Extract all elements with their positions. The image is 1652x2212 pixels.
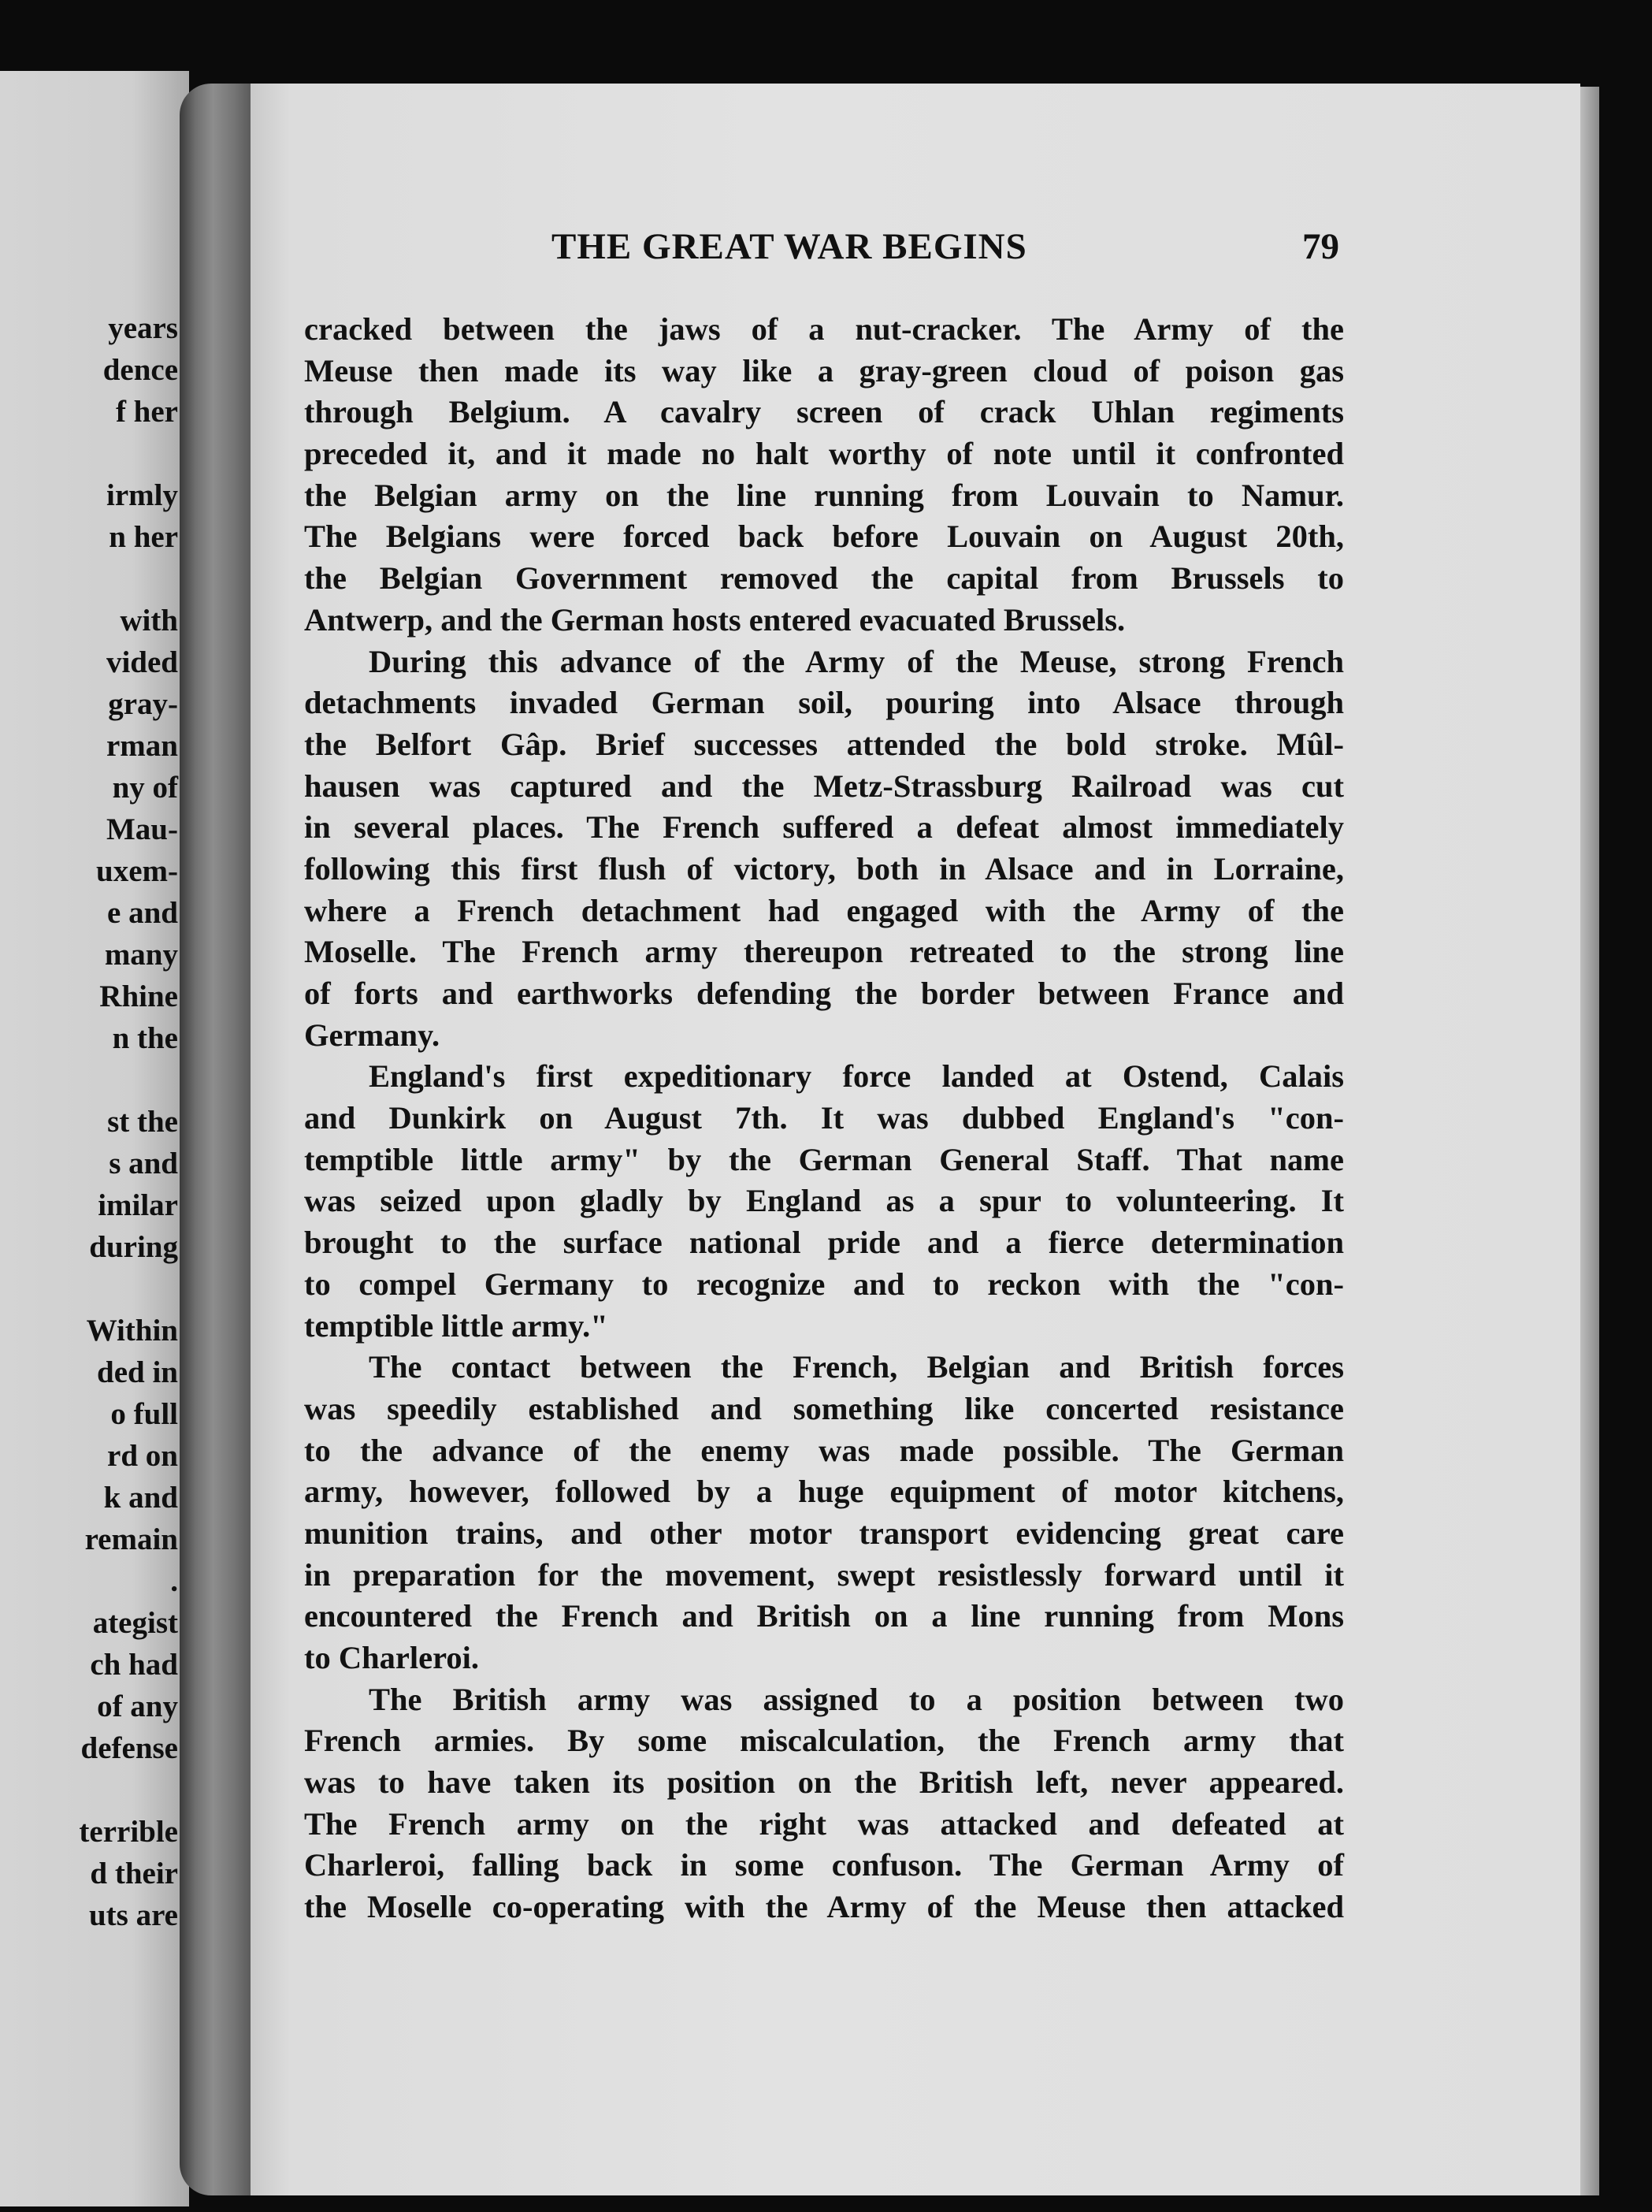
page-number: 79 (1302, 226, 1339, 267)
left-page-line (0, 1059, 178, 1101)
left-facing-page (0, 71, 189, 2206)
text-line: through Belgium. A cavalry screen of crack Uhlan regiments (304, 394, 1344, 430)
text-line: the Belgian army on the line running from Louvain to Namur. (304, 477, 1344, 513)
left-page-line: k and (103, 1481, 178, 1515)
text-line: encountered the French and British on a line running from Mons (304, 1598, 1344, 1634)
text-line: the Moselle co-operating with the Army of the Meuse then attacked (304, 1889, 1344, 1925)
left-page-line: uxem- (96, 854, 178, 888)
left-page-line: Rhine (99, 980, 178, 1013)
text-line: to the advance of the enemy was made possible. The German (304, 1432, 1344, 1468)
running-title: THE GREAT WAR BEGINS (551, 226, 1027, 267)
left-page-line: years (108, 311, 178, 345)
text-line: French armies. By some miscalculation, the French army that (304, 1723, 1344, 1759)
left-page-line: ch had (90, 1648, 178, 1682)
text-line: hausen was captured and the Metz-Strassburg Railroad was cut (304, 768, 1344, 804)
left-page-line: n her (109, 520, 178, 554)
left-page-text (0, 307, 178, 1936)
text-line: The French army on the right was attacked and defeated at (304, 1805, 1344, 1842)
text-line: in preparation for the movement, swept resistlessly forward until it (304, 1556, 1344, 1593)
left-page-line: f her (115, 395, 178, 429)
left-page-line: s and (109, 1147, 178, 1180)
left-page-line (0, 433, 178, 474)
left-page-line: with (120, 604, 178, 638)
text-line: where a French detachment had engaged with the Army of the (304, 892, 1344, 928)
running-header (551, 225, 1339, 273)
text-line: temptible little army." (304, 1307, 608, 1344)
text-line: temptible little army" by the German General Staff. That name (304, 1141, 1344, 1177)
left-page-line: defense (80, 1731, 178, 1765)
text-line: During this advance of the Army of the Meuse, strong French (369, 643, 1344, 679)
text-line: Germany. (304, 1017, 440, 1053)
text-line: was seized upon gladly by England as a spur to volunteering. It (304, 1183, 1344, 1219)
left-page-line: dence (102, 353, 178, 387)
left-page-line: st the (107, 1105, 178, 1139)
left-page-line: ded in (97, 1355, 178, 1389)
text-line: Meuse then made its way like a gray-green cloud of poison gas (304, 352, 1344, 388)
left-page-line: imilar (98, 1188, 178, 1222)
left-page-line: e and (107, 896, 178, 930)
text-line: Moselle. The French army thereupon retreated to the strong line (304, 934, 1344, 970)
text-line: detachments invaded German soil, pouring into Alsace through (304, 685, 1344, 721)
body-text (304, 309, 1344, 1928)
text-line: brought to the surface national pride and a fierce determination (304, 1225, 1344, 1261)
left-page-line: o full (110, 1397, 178, 1431)
page-edge (1580, 87, 1599, 2195)
left-page-line: ny of (112, 771, 178, 805)
text-line: to Charleroi. (304, 1640, 479, 1675)
left-page-line: rman (106, 729, 178, 763)
text-line: following this first flush of victory, both in Alsace and in Lorraine, (304, 850, 1344, 887)
left-page-line: n the (112, 1021, 178, 1055)
left-page-line (0, 1769, 178, 1811)
left-page-line: Mau- (106, 812, 178, 846)
left-page-line: ategist (92, 1606, 178, 1640)
left-page-line: remain (84, 1522, 178, 1556)
text-line: of forts and earthworks defending the border between France and (304, 976, 1344, 1011)
text-line: and Dunkirk on August 7th. It was dubbed England's "con- (304, 1100, 1344, 1136)
text-line: Antwerp, and the German hosts entered evacuated Brussels. (304, 601, 1126, 638)
text-line: Charleroi, falling back in some confuson. The German Army of (304, 1847, 1344, 1883)
text-line: to compel Germany to recognize and to reckon with the "con- (304, 1266, 1344, 1302)
text-line: England's first expeditionary force landed at Ostend, Calais (369, 1058, 1344, 1095)
text-line: was to have taken its position on the British left, never appeared. (304, 1764, 1344, 1801)
text-line: The contact between the French, Belgian and British forces (369, 1349, 1344, 1385)
left-page-line: Within (86, 1314, 178, 1348)
left-page-line: . (170, 1564, 178, 1598)
text-line: the Belfort Gâp. Brief successes attended the bold stroke. Mûl- (304, 726, 1344, 762)
left-page-line: d their (90, 1857, 178, 1890)
left-page-line: uts are (88, 1898, 178, 1932)
left-page-line: gray- (108, 687, 178, 721)
left-page-line (0, 558, 178, 600)
left-page-line: during (89, 1230, 178, 1264)
text-line: cracked between the jaws of a nut-cracker. The Army of the (304, 311, 1344, 347)
text-line: The British army was assigned to a position between two (369, 1681, 1344, 1717)
left-page-line: many (104, 938, 178, 972)
left-page-line (0, 1268, 178, 1310)
text-line: in several places. The French suffered a defeat almost immediately (304, 809, 1344, 846)
left-page-line: of any (97, 1690, 178, 1723)
left-page-line: irmly (106, 478, 178, 512)
text-line: the Belgian Government removed the capital from Brussels to (304, 560, 1344, 597)
text-line: munition trains, and other motor transport evidencing great care (304, 1515, 1344, 1551)
left-page-line: rd on (107, 1439, 178, 1473)
text-line: preceded it, and it made no halt worthy of note until it confronted (304, 436, 1344, 472)
left-page-line: vided (106, 645, 178, 679)
text-line: was speedily established and something like concerted resistance (304, 1390, 1344, 1426)
text-line: The Belgians were forced back before Louvain on August 20th, (304, 519, 1344, 555)
left-page-line: terrible (79, 1815, 178, 1849)
text-line: army, however, followed by a huge equipment of motor kitchens, (304, 1474, 1344, 1510)
